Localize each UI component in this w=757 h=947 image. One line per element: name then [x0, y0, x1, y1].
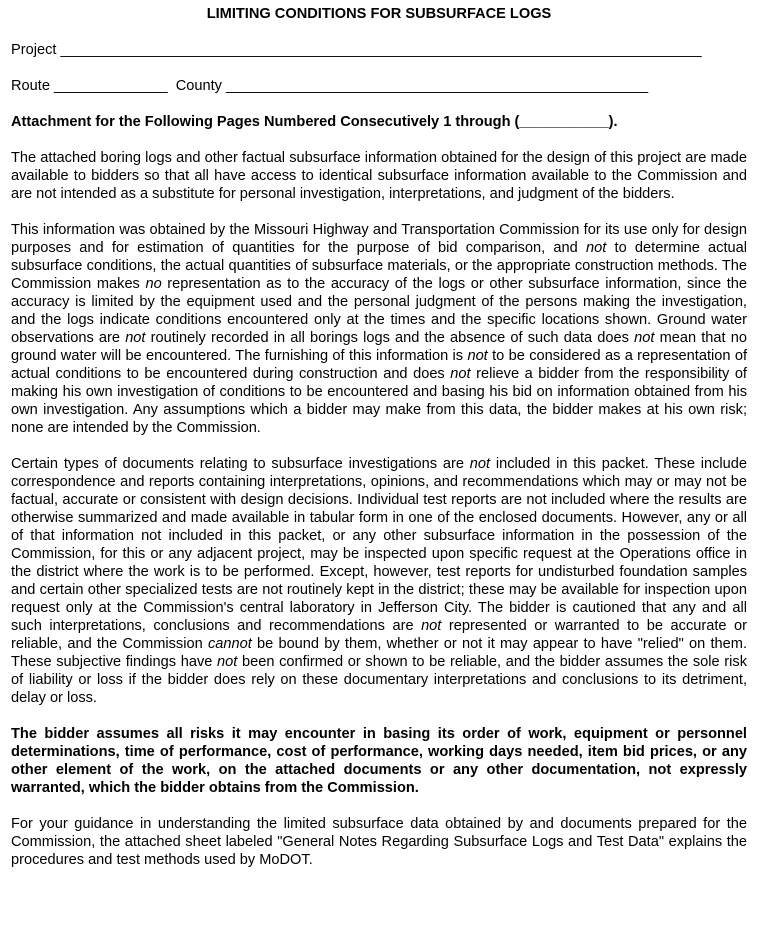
- emphasis-run: not: [125, 330, 146, 346]
- emphasis-run: not: [469, 456, 491, 472]
- text-run: routinely recorded in all borings logs and the absence of such data does: [145, 330, 635, 346]
- emphasis-run: not: [450, 366, 471, 382]
- paragraph-bidder-risks: The bidder assumes all risks it may encounter in basing its order of work, equipment or personnel determinations, time of performance, cost of performance, working days needed, item bid prices, or any other element of the work, on the attached documents or any other documentation, not expressly warranted, which the bidder obtains from the Commission.: [11, 726, 747, 796]
- text-run: to determine actual subsurface conditions, the actual quantities of subsurface materials, or the appropriate construction methods. The Commission makes: [11, 240, 747, 292]
- emphasis-run: cannot: [207, 636, 252, 652]
- paragraph-excluded-documents: [11, 455, 747, 707]
- emphasis-run: not: [421, 618, 442, 634]
- emphasis-run: not: [217, 654, 238, 670]
- text-run: to be considered as a representation of actual conditions to be encountered during construction and does: [11, 348, 747, 382]
- paragraph-guidance: For your guidance in understanding the limited subsurface data obtained by and documents prepared for the Commission, the attached sheet labeled "General Notes Regarding Subsurface Logs and Test Data" explains the procedures and test methods used by MoDOT.: [11, 816, 747, 868]
- text-run: included in this packet. These include correspondence and reports containing interpretations, opinions, and recommendations which may or may not be factual, accurate or consistent with design decisions. Individual test reports are not included where the results are otherwise summarized and made available in tabular form in one of the enclosed documents. However, any or all of that information not included in this packet, or any other subsurface information in the possession of the Commission, for this or any adjacent project, may be inspected upon specific request at the Operations office in the district where the work is to be performed. Except, however, test reports for undisturbed foundation samples and certain other specialized tests are not routinely kept in the district; these may be available for inspection upon request only at the Commission's central laboratory in Jefferson City. The bidder is cautioned that any and all such interpretations, conclusions and recommendations are: [11, 456, 748, 634]
- paragraph-information-disclaimer: [11, 221, 747, 437]
- emphasis-run: not: [634, 330, 655, 346]
- paragraph-purpose: The attached boring logs and other factual subsurface information obtained for the design of this project are made available to bidders so that all have access to identical subsurface information available to the Commission and are not intended as a substitute for personal investigation, interpretations, and judgment of the bidders.: [11, 150, 747, 202]
- document-title: LIMITING CONDITIONS FOR SUBSURFACE LOGS: [206, 6, 552, 22]
- text-run: Certain types of documents relating to subsurface investigations are: [11, 456, 470, 472]
- project-field-line: Project _______________________________________________________________________________: [11, 42, 702, 58]
- text-run: This information was obtained by the Missouri Highway and Transportation Commission for its use only for design purposes and for estimation of quantities for the purpose of bid comparison, and: [11, 222, 747, 256]
- text-run: relieve a bidder from the responsibility of making his own investigation of conditions to be encountered and basing his bid on information obtained from his own investigation. Any assumptions which a bidder may make from this data, the bidder makes at his own risk; none are intended by the Commission.: [11, 366, 747, 436]
- emphasis-run: not: [467, 348, 488, 364]
- attachment-line: Attachment for the Following Pages Numbered Consecutively 1 through (___________).: [11, 114, 618, 130]
- emphasis-run: no: [145, 276, 162, 292]
- text-run: represented or warranted to be accurate or reliable, and the Commission: [11, 618, 747, 652]
- text-run: representation as to the accuracy of the logs or other subsurface information, since the accuracy is limited by the equipment used and the personal judgment of the persons making the investigation, and the logs indicate conditions encountered only at the times and the specific locations shown. Ground water observations are: [11, 276, 747, 346]
- text-run: mean that no ground water will be encountered. The furnishing of this information is: [11, 330, 748, 364]
- route-county-field-line: Route ______________ County ____________________________________________________: [11, 78, 649, 94]
- text-run: be bound by them, whether or not it may appear to have "relied" on them. These subjective findings have: [11, 636, 747, 670]
- emphasis-run: not: [586, 240, 607, 256]
- text-run: been confirmed or shown to be reliable, and the bidder assumes the sole risk of liability or loss if the bidder does rely on these documentary interpretations and conclusions to its detriment, delay or loss.: [11, 654, 747, 706]
